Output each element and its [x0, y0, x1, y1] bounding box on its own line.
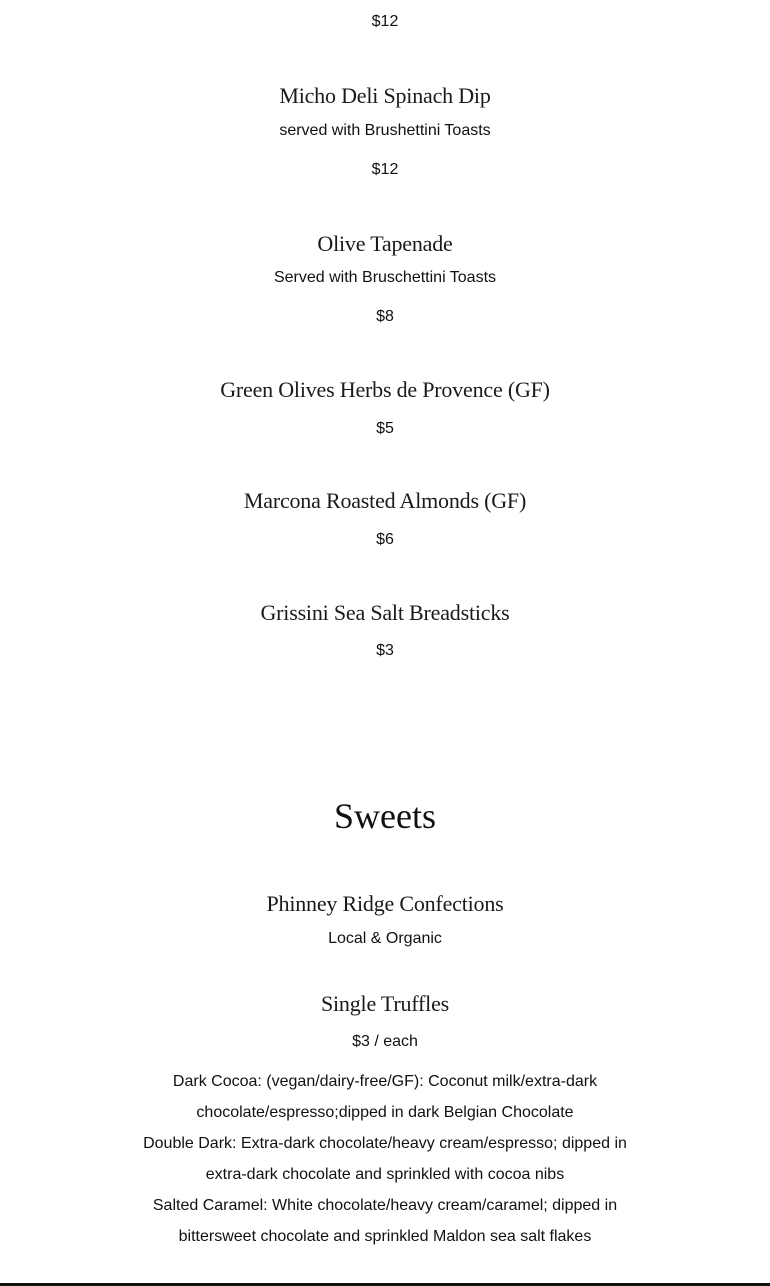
truffle-line: chocolate/espresso;dipped in dark Belgian Chocolate [196, 1104, 574, 1121]
item-name-green-olives: Green Olives Herbs de Provence (GF) [220, 377, 550, 402]
item-price: $12 [371, 13, 399, 30]
section-title-sweets: Sweets [334, 796, 436, 836]
item-name-grissini: Grissini Sea Salt Breadsticks [260, 600, 510, 625]
item-price-olive-tapenade: $8 [376, 308, 394, 325]
truffle-flavor-list [135, 1066, 635, 1252]
item-name-spinach-dip: Micho Deli Spinach Dip [279, 83, 491, 108]
item-price-grissini: $3 [376, 642, 394, 659]
item-name-olive-tapenade: Olive Tapenade [317, 231, 453, 256]
truffle-line: extra-dark chocolate and sprinkled with cocoa nibs [205, 1166, 565, 1183]
item-name-marcona-almonds: Marcona Roasted Almonds (GF) [243, 488, 527, 513]
item-name-single-truffles: Single Truffles [320, 991, 449, 1016]
item-price-marcona-almonds: $6 [376, 531, 394, 548]
truffle-line: bittersweet chocolate and sprinkled Maldon sea salt flakes [178, 1228, 592, 1245]
truffle-line: Double Dark: Extra-dark chocolate/heavy cream/espresso; dipped in [143, 1135, 627, 1152]
item-price-single-truffles: $3 / each [352, 1033, 418, 1050]
item-description-olive-tapenade: Served with Bruschettini Toasts [273, 269, 497, 286]
item-price-green-olives: $5 [376, 420, 394, 437]
truffle-line: Salted Caramel: White chocolate/heavy cream/caramel; dipped in [152, 1197, 618, 1214]
item-price-spinach-dip: $12 [371, 161, 399, 178]
truffle-line: Dark Cocoa: (vegan/dairy-free/GF): Coconut milk/extra-dark [172, 1073, 598, 1090]
vendor-name: Phinney Ridge Confections [266, 891, 504, 916]
vendor-description: Local & Organic [328, 930, 442, 947]
item-description-spinach-dip: served with Brushettini Toasts [279, 122, 491, 139]
